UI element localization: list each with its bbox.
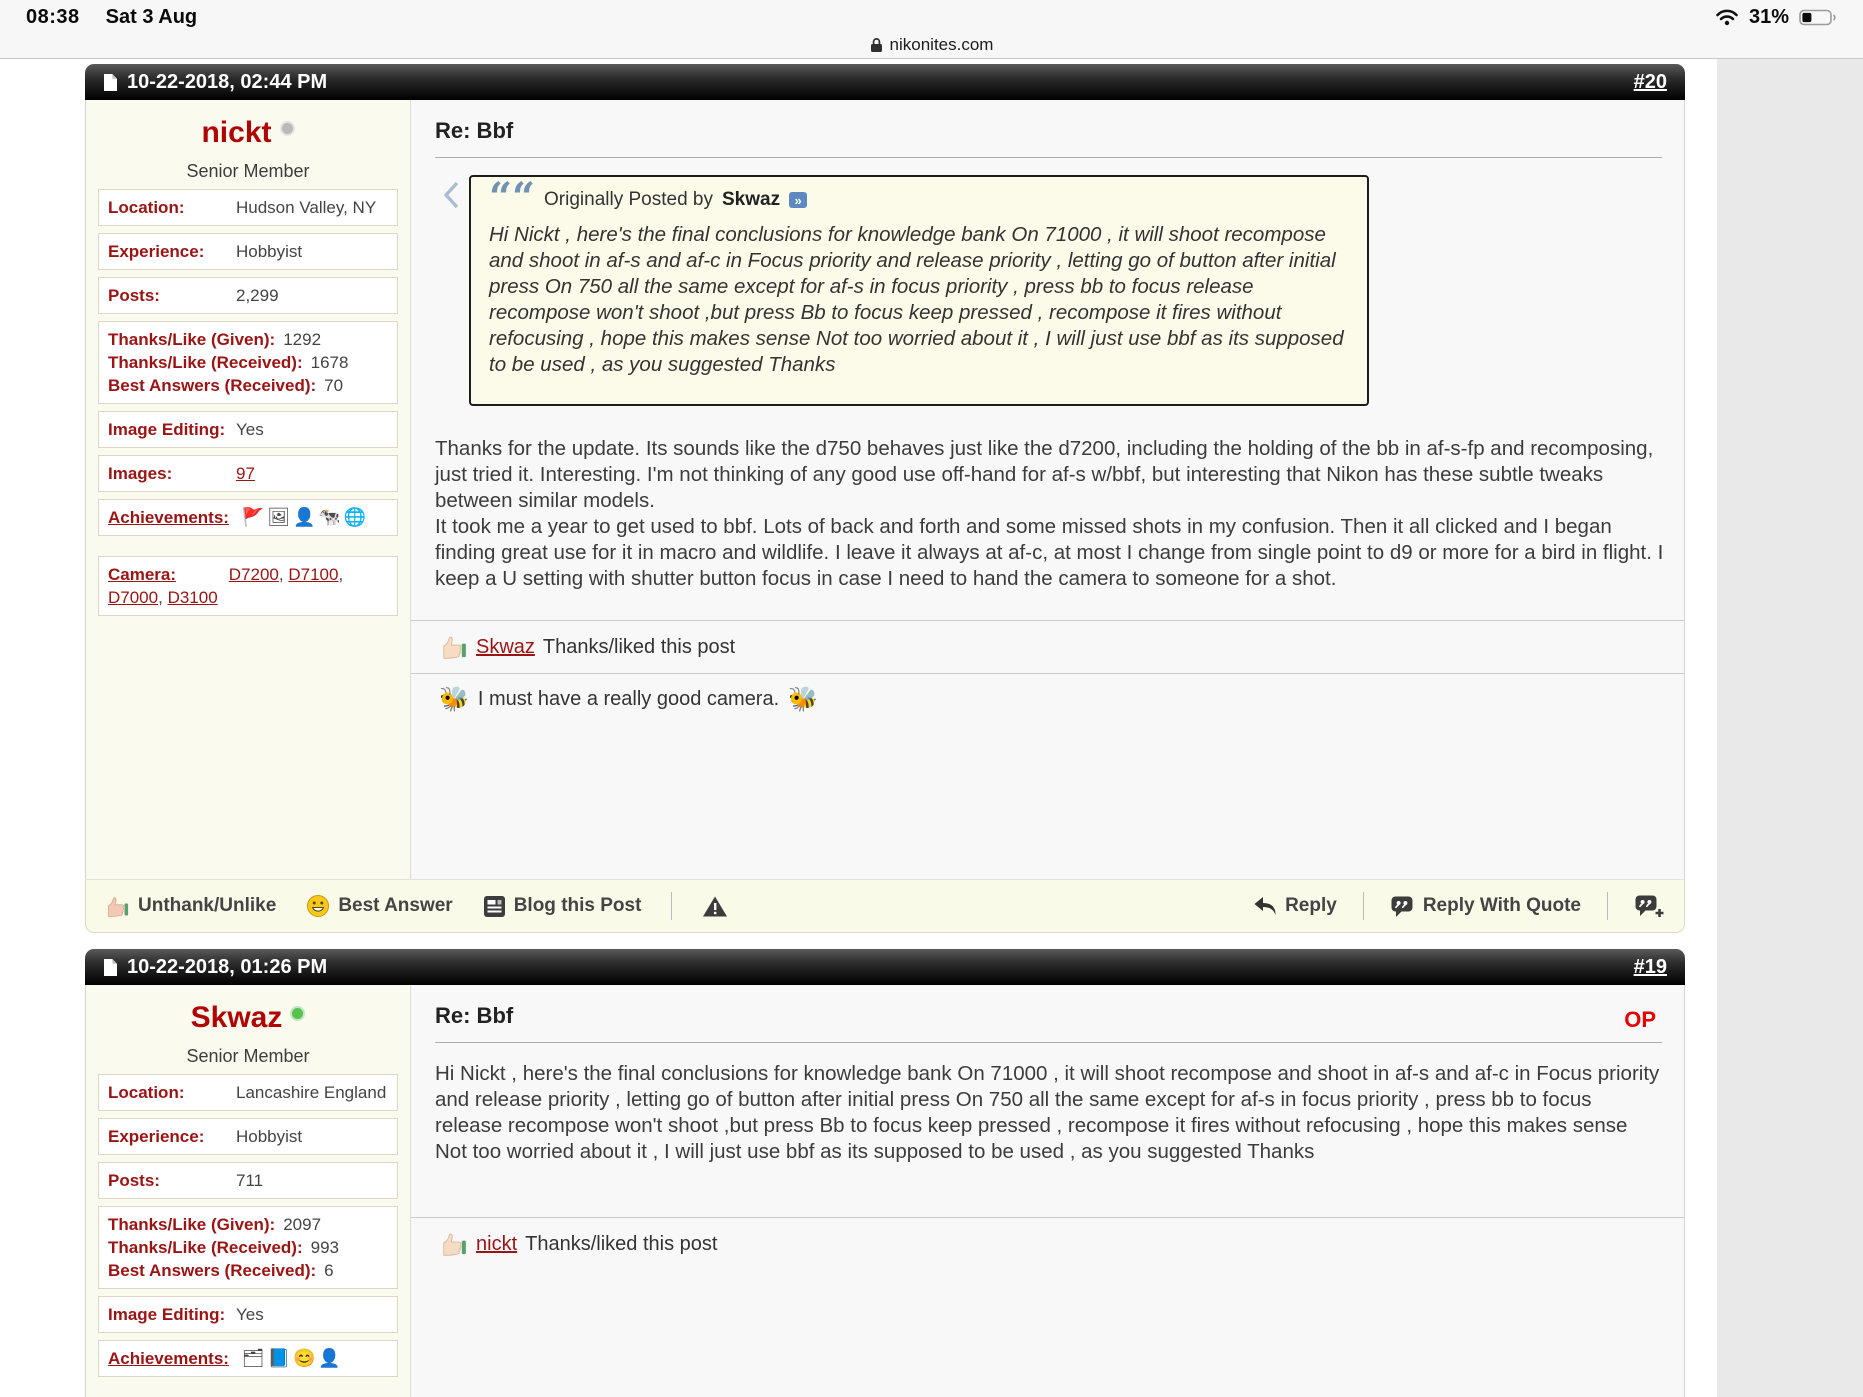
- user-panel-nickt: [86, 100, 411, 879]
- user-row-achievements: [98, 1340, 398, 1377]
- camera-label-link[interactable]: Camera:: [108, 565, 177, 584]
- separator: ,: [158, 588, 163, 607]
- blog-label: Blog this Post: [513, 895, 642, 916]
- thanks-received-value: 1678: [310, 353, 349, 372]
- quote-header: [489, 174, 1349, 221]
- posts-label: Posts:: [108, 286, 160, 305]
- reply-label: Reply: [1285, 895, 1337, 916]
- best-answers-value: 6: [324, 1261, 334, 1280]
- post-19-content: [411, 985, 1684, 1397]
- thanks-user-link[interactable]: nickt: [476, 1232, 518, 1255]
- quote-box: [469, 175, 1369, 406]
- thumbs-up-icon: [106, 895, 130, 918]
- username-link[interactable]: Skwaz: [190, 1001, 283, 1034]
- battery-icon: [1799, 9, 1837, 26]
- post-20: [85, 64, 1685, 933]
- quote-bubble-icon: [1390, 895, 1415, 918]
- images-count-link[interactable]: 97: [236, 464, 255, 483]
- post-20-content: [411, 100, 1684, 879]
- user-row-thanks: [98, 1206, 398, 1289]
- thanks-given-value: 2097: [283, 1215, 322, 1234]
- report-post-button[interactable]: [702, 895, 728, 918]
- thanks-given-value: 1292: [283, 330, 322, 349]
- action-divider: [1363, 892, 1364, 920]
- location-label: Location:: [108, 198, 185, 217]
- post-19-body: [85, 985, 1685, 1397]
- post-message: [435, 436, 1664, 592]
- thanks-row: [435, 621, 1664, 673]
- post-20-header: [85, 64, 1685, 100]
- forum-thread: [85, 64, 1685, 1397]
- user-row-camera: [98, 556, 398, 616]
- page-right-margin: [1717, 59, 1863, 1397]
- action-divider: [671, 892, 672, 920]
- online-indicator: [290, 1006, 305, 1021]
- reply-with-quote-button[interactable]: [1390, 895, 1581, 918]
- wifi-icon: [1715, 8, 1739, 26]
- blog-this-post-button[interactable]: [483, 895, 642, 918]
- post-message: Hi Nickt , here's the final conclusions for knowledge bank On 71000 , it will shoot recompose and shoot in af-s and af-c in Focus priority and release priority , letting go of button after initial press On 750 all the same except for af-s in focus priority , press bb to focus release recompose won't shoot ,but press Bb to focus keep pressed , recompose it fires without refocusing , hope this makes sense Not too worried about it , I will just use bbf as its supposed to be used , as you suggested Thanks: [435, 1062, 1660, 1163]
- quote-marks-icon: ““: [489, 174, 536, 221]
- status-time: 08:38: [26, 5, 80, 28]
- location-value: Hudson Valley, NY: [236, 198, 377, 217]
- quoted-author: Skwaz: [721, 189, 781, 210]
- thanks-given-label: Thanks/Like (Given):: [108, 330, 276, 349]
- thanks-row: [435, 1218, 1664, 1270]
- user-row-experience: [98, 233, 398, 270]
- page-icon: [103, 958, 118, 977]
- achievement-icons: [242, 507, 370, 527]
- thumbs-up-icon: [441, 634, 468, 660]
- photos-achievement-icon: 🖼: [267, 507, 293, 527]
- posts-label: Posts:: [108, 1171, 160, 1190]
- card-achievement-icon: 🗂: [241, 1348, 268, 1368]
- quoted-text: Hi Nickt , here's the final conclusions for knowledge bank On 71000 , it will shoot recompose and shoot in af-s and af-c in Focus priority and release priority , letting go of button after initial press On 750 all the same except for af-s in focus priority , press bb to focus release recompose won't shoot ,but press Bb to focus keep pressed , recompose it fires without refocusing , hope this makes sense Not too worried about it , I will just use bbf as its supposed to be used , as you suggested Thanks: [489, 223, 1344, 376]
- separator: ,: [338, 565, 344, 584]
- camera-model-link[interactable]: D3100: [167, 588, 218, 607]
- best-answer-label: Best Answer: [338, 895, 453, 916]
- animal-achievement-icon: 🐄: [318, 507, 344, 527]
- posts-value: 711: [236, 1171, 264, 1190]
- post-20-body: [85, 100, 1685, 879]
- signature: [435, 674, 1664, 729]
- status-bar: [0, 0, 1863, 32]
- post-date: 10-22-2018, 01:26 PM: [127, 955, 328, 978]
- url-domain: nikonites.com: [889, 35, 994, 54]
- experience-value: Hobbyist: [236, 242, 303, 261]
- thanks-text: Thanks/liked this post: [525, 1232, 718, 1255]
- globe-achievement-icon: 🌐: [343, 507, 370, 527]
- flag-achievement-icon: 🚩: [241, 507, 268, 527]
- member-achievement-icon: 👤: [318, 1348, 344, 1368]
- post-19-header: [85, 949, 1685, 985]
- user-row-image-editing: [98, 411, 398, 448]
- camera-model-link[interactable]: D7000: [108, 588, 159, 607]
- user-row-image-editing: [98, 1296, 398, 1333]
- multi-quote-button[interactable]: [1634, 894, 1664, 919]
- separator: ,: [278, 565, 284, 584]
- best-answers-label: Best Answers (Received):: [108, 376, 317, 395]
- post-paragraph: Thanks for the update. Its sounds like the d750 behaves just like the d7200, including the holding of the bb in af-s-fp and recomposing, just tried it. Interesting. I'm not thinking of any good use off-hand for af-s w/bbf, but interesting that Nikon has these subtle tweaks between similar models.: [435, 437, 1654, 512]
- reply-with-quote-label: Reply With Quote: [1422, 895, 1581, 916]
- achievements-link[interactable]: Achievements:: [108, 508, 229, 527]
- address-bar[interactable]: [0, 32, 1863, 58]
- originally-posted-by: Originally Posted by: [544, 189, 713, 210]
- thanks-text: Thanks/liked this post: [542, 635, 736, 658]
- quote-plus-icon: [1634, 894, 1664, 919]
- post-date: 10-22-2018, 02:44 PM: [127, 70, 328, 93]
- album-achievement-icon: 📘: [267, 1348, 293, 1368]
- thanks-received-label: Thanks/Like (Received):: [108, 353, 303, 372]
- user-row-location: [98, 189, 398, 226]
- smiley-achievement-icon: 😊: [292, 1348, 319, 1368]
- bee-emoji-icon: 🐝: [439, 686, 469, 713]
- achievements-link[interactable]: Achievements:: [108, 1349, 229, 1368]
- thanks-received-label: Thanks/Like (Received):: [108, 1238, 303, 1257]
- user-row-achievements: [98, 499, 398, 536]
- browser-chrome: [0, 0, 1863, 59]
- signature-text: I must have a really good camera.: [477, 688, 780, 710]
- reply-button[interactable]: [1253, 895, 1337, 917]
- user-panel-skwaz: [86, 985, 411, 1397]
- best-answers-label: Best Answers (Received):: [108, 1261, 317, 1280]
- bee-emoji-icon: 🐝: [788, 686, 819, 713]
- title-divider: [435, 1042, 1662, 1043]
- offline-indicator: [280, 121, 295, 136]
- best-answer-button[interactable]: [306, 894, 452, 918]
- image-editing-label: Image Editing:: [108, 420, 226, 439]
- viewpost-icon[interactable]: »: [789, 192, 807, 208]
- thanks-received-value: 993: [310, 1238, 339, 1257]
- camera-model-link[interactable]: D7100: [288, 565, 339, 584]
- thumbs-up-icon: [441, 1231, 468, 1257]
- user-row-posts: [98, 277, 398, 314]
- image-editing-label: Image Editing:: [108, 1305, 226, 1324]
- post-19: [85, 949, 1685, 1397]
- thanks-user-link[interactable]: Skwaz: [476, 635, 535, 658]
- location-label: Location:: [108, 1083, 185, 1102]
- location-value: Lancashire England: [236, 1083, 387, 1102]
- smiley-icon: [306, 894, 330, 918]
- images-label: Images:: [108, 464, 173, 483]
- experience-label: Experience:: [108, 1127, 205, 1146]
- chevron-left-icon: [443, 181, 460, 209]
- user-row-posts: [98, 1162, 398, 1199]
- best-answers-value: 70: [324, 376, 344, 395]
- unthank-label: Unthank/Unlike: [138, 895, 277, 916]
- reply-arrow-icon: [1253, 896, 1277, 916]
- lock-icon: [870, 37, 883, 53]
- posts-value: 2,299: [236, 286, 279, 305]
- user-row-experience: [98, 1118, 398, 1155]
- post-20-action-bar: [85, 879, 1685, 933]
- op-badge: OP: [1624, 1007, 1656, 1032]
- experience-value: Hobbyist: [236, 1127, 303, 1146]
- image-editing-value: Yes: [236, 1305, 264, 1324]
- user-row-location: [98, 1074, 398, 1111]
- thanks-given-label: Thanks/Like (Given):: [108, 1215, 276, 1234]
- username-link[interactable]: nickt: [201, 116, 272, 149]
- battery-percent: 31%: [1748, 5, 1789, 28]
- user-row-images: [98, 455, 398, 492]
- post-number-link[interactable]: #20: [1633, 70, 1667, 93]
- user-row-thanks: [98, 321, 398, 404]
- post-number-link[interactable]: #19: [1633, 955, 1667, 978]
- member-achievement-icon: 👤: [292, 507, 319, 527]
- title-divider: [435, 157, 1662, 158]
- experience-label: Experience:: [108, 242, 205, 261]
- member-title: Senior Member: [186, 161, 310, 181]
- page-icon: [103, 73, 118, 92]
- status-date: Sat 3 Aug: [105, 5, 198, 28]
- post-paragraph: It took me a year to get used to bbf. Lots of back and forth and some missed shots in my confusion. Then it all clicked and I began finding great use for it in macro and wildlife. I leave it always at af-c, at most I change from single point to d9 or more for a bird in flight. I keep a U setting with shutter button focus in case I need to hand the camera to someone for a shot.: [435, 515, 1664, 590]
- member-title: Senior Member: [186, 1046, 310, 1066]
- post-title: Re: Bbf: [435, 118, 514, 143]
- action-divider: [1607, 892, 1608, 920]
- achievement-icons: [242, 1348, 344, 1368]
- unthank-button[interactable]: [106, 895, 276, 918]
- camera-model-link[interactable]: D7200: [228, 565, 279, 584]
- warning-icon: [702, 895, 728, 918]
- blog-icon: [483, 895, 506, 918]
- image-editing-value: Yes: [236, 420, 264, 439]
- post-title: Re: Bbf: [435, 1003, 514, 1028]
- quote-block: [469, 175, 1369, 406]
